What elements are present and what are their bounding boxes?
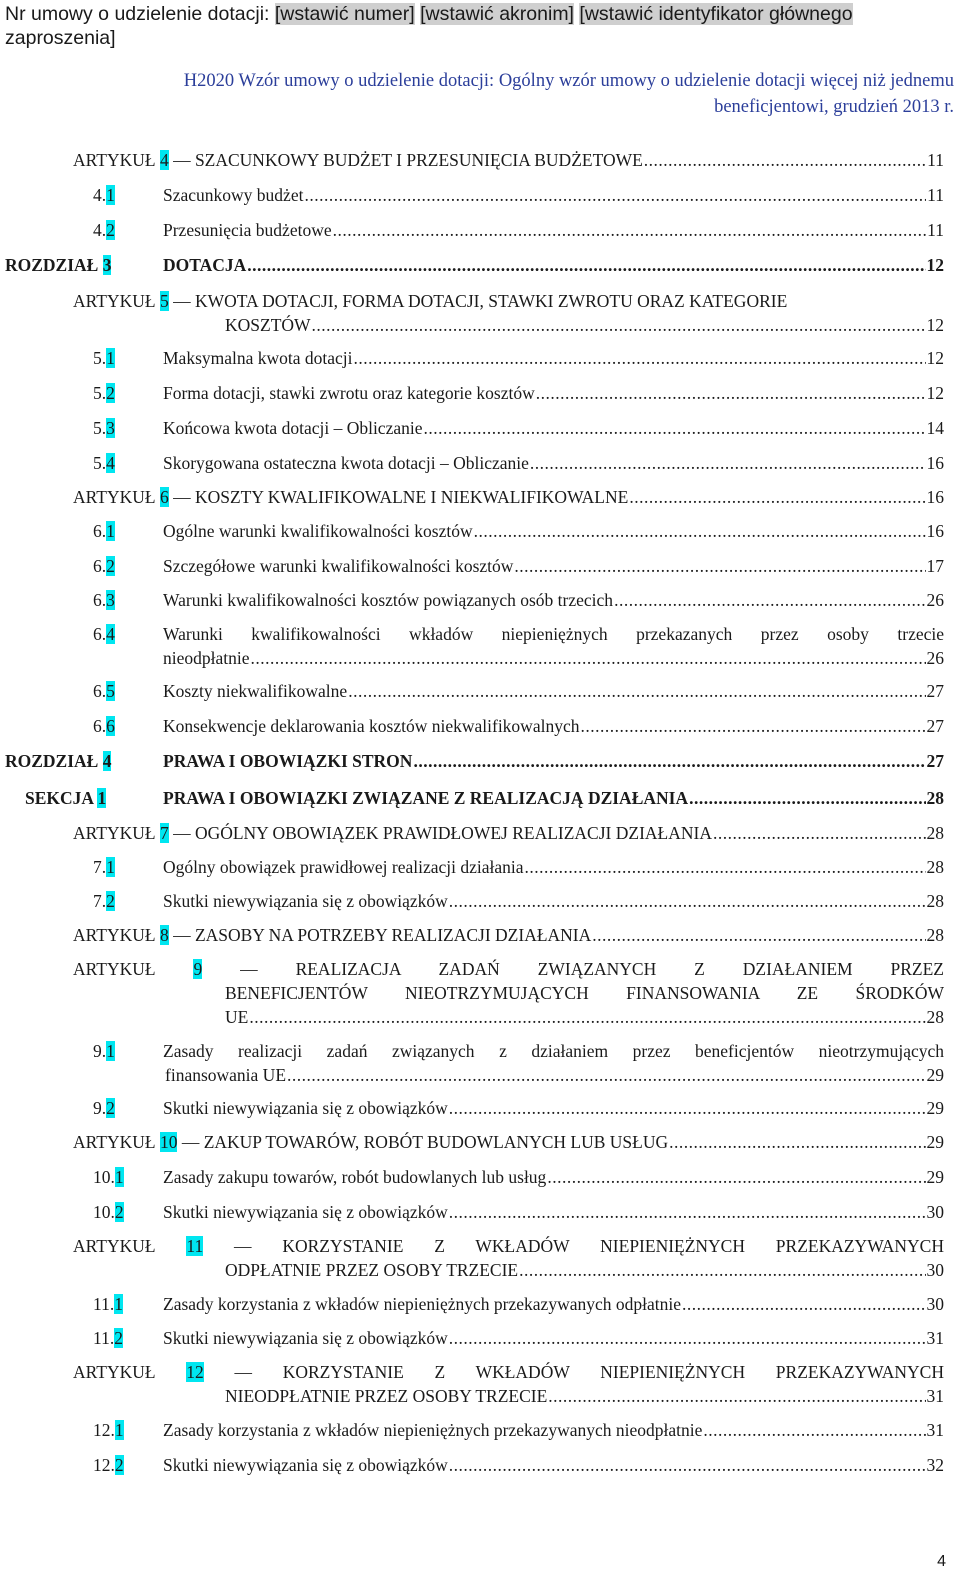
toc-number-main: 12. bbox=[93, 1455, 115, 1475]
toc-leader bbox=[449, 889, 926, 913]
toc-prefix: ARTYKUŁ bbox=[73, 487, 160, 507]
toc-leader bbox=[689, 786, 925, 810]
toc-leader bbox=[713, 821, 926, 845]
subtitle-line2: beneficjentowi, grudzień 2013 r. bbox=[714, 97, 954, 117]
toc-number-main: 9. bbox=[93, 1041, 107, 1061]
toc-title: Szacunkowy budżet bbox=[163, 185, 304, 205]
toc-leader bbox=[251, 646, 926, 670]
toc-number-main: 5. bbox=[93, 348, 107, 368]
toc-leader bbox=[449, 1096, 926, 1120]
toc-number: 9 bbox=[193, 959, 203, 979]
toc-title: Warunki kwalifikowalności kosztów powiązanych osób trzecich bbox=[163, 590, 614, 610]
toc-number-sub: 1 bbox=[106, 521, 115, 541]
toc-leader bbox=[249, 1005, 925, 1029]
toc-number-sub: 2 bbox=[106, 891, 115, 911]
toc-number-sub: 3 bbox=[106, 590, 115, 610]
field-number: [wstawić numer] bbox=[274, 3, 415, 25]
toc-title: Konsekwencje deklarowania kosztów niekwalifikowalnych bbox=[163, 716, 580, 736]
toc-number-main: 11. bbox=[93, 1328, 115, 1348]
toc-leader bbox=[644, 148, 926, 172]
toc-title: Skutki niewywiązania się z obowiązków bbox=[163, 1098, 448, 1118]
toc-page: 26 bbox=[926, 590, 944, 610]
toc-page: 16 bbox=[926, 521, 944, 541]
toc-number-sub: 2 bbox=[114, 1328, 123, 1348]
toc-leader bbox=[474, 519, 926, 543]
toc-page: 28 bbox=[926, 857, 944, 877]
toc-title-continued: KOSZTÓW bbox=[225, 315, 311, 335]
toc-title: Skutki niewywiązania się z obowiązków bbox=[163, 891, 448, 911]
toc-section[interactable] bbox=[25, 786, 944, 810]
subtitle-line1: H2020 Wzór umowy o udzielenie dotacji: Ogólny wzór umowy o udzielenie dotacji więcej niż jednemu bbox=[183, 71, 954, 91]
toc-subentry[interactable] bbox=[93, 1326, 944, 1350]
toc-number: 11 bbox=[186, 1236, 204, 1256]
toc-chapter[interactable] bbox=[5, 253, 944, 277]
toc-subentry[interactable] bbox=[93, 554, 944, 578]
toc-page: 12 bbox=[926, 348, 944, 368]
toc-leader bbox=[247, 253, 925, 277]
toc-subentry[interactable] bbox=[93, 381, 944, 405]
toc-title: Przesunięcia budżetowe bbox=[163, 220, 332, 240]
toc-number-main: 12. bbox=[93, 1420, 115, 1440]
toc-subentry[interactable] bbox=[93, 183, 944, 207]
toc-page: 28 bbox=[926, 925, 944, 945]
toc-article[interactable] bbox=[73, 1234, 944, 1282]
toc-number-sub: 1 bbox=[106, 1041, 115, 1061]
toc-article[interactable] bbox=[73, 1360, 944, 1408]
toc-leader bbox=[536, 381, 926, 405]
toc-leader bbox=[354, 346, 926, 370]
toc-number-main: 6. bbox=[93, 590, 107, 610]
toc-leader bbox=[304, 183, 926, 207]
toc-leader bbox=[424, 416, 926, 440]
toc-prefix: ARTYKUŁ bbox=[73, 150, 160, 170]
toc-title: Końcowa kwota dotacji – Obliczanie bbox=[163, 418, 423, 438]
toc-number-sub: 1 bbox=[106, 857, 115, 877]
toc-number-main: 7. bbox=[93, 891, 107, 911]
toc-number: 3 bbox=[102, 255, 112, 275]
toc-page: 29 bbox=[926, 1098, 944, 1118]
toc-subentry[interactable] bbox=[93, 1453, 944, 1477]
toc-title: Skutki niewywiązania się z obowiązków bbox=[163, 1455, 448, 1475]
toc-number: 8 bbox=[159, 925, 169, 945]
toc-leader bbox=[449, 1326, 926, 1350]
toc-page: 11 bbox=[927, 185, 944, 205]
toc-leader bbox=[629, 485, 925, 509]
toc-number-main: 10. bbox=[93, 1202, 115, 1222]
document-subtitle bbox=[54, 68, 954, 120]
toc-leader bbox=[333, 218, 927, 242]
toc-title: — KORZYSTANIE Z WKŁADÓW NIEPIENIĘŻNYCH PRZEKAZYWANYCH bbox=[203, 1362, 944, 1382]
toc-page: 16 bbox=[926, 487, 944, 507]
toc-number-main: 6. bbox=[93, 716, 107, 736]
toc-number-sub: 2 bbox=[106, 1098, 115, 1118]
header-prefix: Nr umowy o udzielenie dotacji: bbox=[5, 3, 275, 25]
toc-subentry[interactable] bbox=[93, 218, 944, 242]
toc-page: 28 bbox=[926, 891, 944, 911]
toc-prefix: ARTYKUŁ bbox=[73, 823, 160, 843]
toc-leader bbox=[413, 749, 925, 773]
toc-title-continued: NIEODPŁATNIE PRZEZ OSOBY TRZECIE bbox=[225, 1386, 548, 1406]
toc-leader bbox=[312, 313, 926, 337]
toc-page: 12 bbox=[926, 255, 944, 275]
toc-title-continued: BENEFICJENTÓW NIEOTRZYMUJĄCYCH FINANSOWANIA ZE ŚRODKÓW bbox=[225, 983, 944, 1003]
toc-page: 26 bbox=[926, 648, 944, 668]
toc-title: PRAWA I OBOWIĄZKI STRON bbox=[163, 751, 413, 771]
toc-title: — ZASOBY NA POTRZEBY REALIZACJI DZIAŁANIA bbox=[168, 925, 592, 945]
toc-page: 27 bbox=[926, 751, 944, 771]
toc-prefix: ROZDZIAŁ bbox=[5, 255, 103, 275]
toc-page: 12 bbox=[926, 383, 944, 403]
toc-number: 12 bbox=[186, 1362, 204, 1382]
toc-title: Koszty niekwalifikowalne bbox=[163, 681, 348, 701]
toc-subentry[interactable] bbox=[93, 1200, 944, 1224]
toc-article[interactable] bbox=[73, 148, 944, 172]
toc-article[interactable] bbox=[73, 289, 944, 337]
toc-chapter[interactable] bbox=[5, 749, 944, 773]
toc-number-main: 7. bbox=[93, 857, 107, 877]
toc-number-main: 6. bbox=[93, 556, 107, 576]
field-acronym: [wstawić akronim] bbox=[420, 3, 574, 25]
toc-leader bbox=[547, 1165, 925, 1189]
toc-title-continued: UE bbox=[225, 1007, 249, 1027]
toc-page: 14 bbox=[926, 418, 944, 438]
toc-title: Forma dotacji, stawki zwrotu oraz kategorie kosztów bbox=[163, 383, 535, 403]
toc-page: 27 bbox=[926, 716, 944, 736]
toc-title: — ZAKUP TOWARÓW, ROBÓT BUDOWLANYCH LUB USŁUG bbox=[177, 1132, 669, 1152]
toc-number-main: 6. bbox=[93, 624, 107, 644]
toc-title: Zasady korzystania z wkładów niepieniężnych przekazywanych nieodpłatnie bbox=[163, 1420, 703, 1440]
toc-subentry[interactable] bbox=[93, 519, 944, 543]
toc-prefix: ARTYKUŁ bbox=[73, 291, 160, 311]
toc-leader bbox=[682, 1292, 926, 1316]
toc-page: 30 bbox=[926, 1202, 944, 1222]
toc-prefix: ROZDZIAŁ bbox=[5, 751, 103, 771]
toc-leader bbox=[514, 554, 925, 578]
toc-page: 27 bbox=[926, 681, 944, 701]
toc-number-sub: 1 bbox=[114, 1420, 124, 1440]
toc-title-continued: nieodpłatnie bbox=[163, 648, 250, 668]
toc-leader bbox=[703, 1418, 925, 1442]
toc-number-sub: 3 bbox=[106, 418, 115, 438]
toc-subentry[interactable] bbox=[93, 451, 944, 475]
toc-number: 4 bbox=[102, 751, 112, 771]
toc-number: 5 bbox=[159, 291, 169, 311]
toc-page: 30 bbox=[926, 1260, 944, 1280]
toc-subentry[interactable] bbox=[93, 622, 944, 670]
toc-number-main: 5. bbox=[93, 418, 107, 438]
toc-leader bbox=[348, 679, 925, 703]
toc-number-sub: 4 bbox=[106, 624, 115, 644]
toc-subentry[interactable] bbox=[93, 714, 944, 738]
toc-title: Skutki niewywiązania się z obowiązków bbox=[163, 1328, 448, 1348]
toc-subentry[interactable] bbox=[93, 889, 944, 913]
toc-page: 28 bbox=[926, 823, 944, 843]
toc-page: 11 bbox=[927, 150, 944, 170]
toc-leader bbox=[669, 1130, 925, 1154]
toc-page: 11 bbox=[927, 220, 944, 240]
toc-number: 1 bbox=[97, 788, 107, 808]
toc-page: 17 bbox=[926, 556, 944, 576]
toc-number: 4 bbox=[159, 150, 169, 170]
toc-title: — KWOTA DOTACJI, FORMA DOTACJI, STAWKI ZWROTU ORAZ KATEGORIE bbox=[168, 291, 788, 311]
toc-number-sub: 2 bbox=[106, 556, 115, 576]
toc-title: — KORZYSTANIE Z WKŁADÓW NIEPIENIĘŻNYCH PRZEKAZYWANYCH bbox=[203, 1236, 944, 1256]
toc-number-sub: 2 bbox=[114, 1202, 124, 1222]
toc-number-sub: 1 bbox=[114, 1167, 124, 1187]
toc-leader bbox=[525, 855, 926, 879]
toc-subentry[interactable] bbox=[93, 855, 944, 879]
toc-number-sub: 2 bbox=[106, 383, 115, 403]
toc-page: 31 bbox=[926, 1386, 944, 1406]
toc-prefix: ARTYKUŁ bbox=[73, 1236, 187, 1256]
toc-page: 32 bbox=[926, 1455, 944, 1475]
toc-title: Maksymalna kwota dotacji bbox=[163, 348, 353, 368]
toc-number-sub: 6 bbox=[106, 716, 115, 736]
toc-number-sub: 4 bbox=[106, 453, 115, 473]
toc-article[interactable] bbox=[73, 1130, 944, 1154]
toc-page: 30 bbox=[926, 1294, 944, 1314]
toc-title-continued: finansowania UE bbox=[165, 1065, 287, 1085]
toc-article[interactable] bbox=[73, 821, 944, 845]
toc-number-sub: 1 bbox=[106, 348, 115, 368]
toc-number-main: 4. bbox=[93, 185, 107, 205]
page-number: 4 bbox=[937, 1553, 946, 1570]
toc-number-sub: 2 bbox=[114, 1455, 124, 1475]
toc-prefix: ARTYKUŁ bbox=[73, 959, 194, 979]
toc-page: 31 bbox=[926, 1328, 944, 1348]
toc-subentry[interactable] bbox=[93, 1039, 944, 1087]
toc-number-sub: 2 bbox=[106, 220, 115, 240]
toc-title: PRAWA I OBOWIĄZKI ZWIĄZANE Z REALIZACJĄ DZIAŁANIA bbox=[163, 788, 689, 808]
toc-article[interactable] bbox=[73, 957, 944, 1029]
toc-subentry[interactable] bbox=[93, 679, 944, 703]
toc-number-main: 6. bbox=[93, 521, 107, 541]
toc-leader bbox=[548, 1384, 925, 1408]
header-line2: zaproszenia] bbox=[5, 27, 116, 49]
toc-title: Ogólny obowiązek prawidłowej realizacji działania bbox=[163, 857, 524, 877]
toc-title: Skorygowana ostateczna kwota dotacji – Obliczanie bbox=[163, 453, 529, 473]
toc-article[interactable] bbox=[73, 923, 944, 947]
toc-page: 28 bbox=[926, 1007, 944, 1027]
toc-number-sub: 5 bbox=[106, 681, 115, 701]
toc-subentry[interactable] bbox=[93, 1418, 944, 1442]
toc-page: 28 bbox=[926, 788, 944, 808]
toc-title: Warunki kwalifikowalności wkładów niepieniężnych przekazanych przez osoby trzecie bbox=[163, 624, 944, 644]
toc-leader bbox=[519, 1258, 925, 1282]
toc-subentry[interactable] bbox=[93, 346, 944, 370]
toc-prefix: ARTYKUŁ bbox=[73, 925, 160, 945]
toc-number-sub: 1 bbox=[106, 185, 115, 205]
toc-page: 29 bbox=[926, 1167, 944, 1187]
toc-number-main: 5. bbox=[93, 383, 107, 403]
toc-title: — REALIZACJA ZADAŃ ZWIĄZANYCH Z DZIAŁANIEM PRZEZ bbox=[202, 959, 945, 979]
toc-article[interactable] bbox=[73, 485, 944, 509]
toc-title: Zasady realizacji zadań związanych z działaniem przez beneficjentów nieotrzymujących bbox=[163, 1041, 944, 1061]
toc-number-main: 11. bbox=[93, 1294, 115, 1314]
toc-subentry[interactable] bbox=[93, 416, 944, 440]
toc-page: 29 bbox=[926, 1065, 944, 1085]
toc-prefix: ARTYKUŁ bbox=[73, 1132, 160, 1152]
toc-number: 10 bbox=[159, 1132, 178, 1152]
toc-number-main: 6. bbox=[93, 681, 107, 701]
toc-subentry[interactable] bbox=[93, 1165, 944, 1189]
toc-subentry[interactable] bbox=[93, 588, 944, 612]
toc-leader bbox=[449, 1200, 926, 1224]
toc-leader bbox=[287, 1063, 925, 1087]
toc-leader bbox=[580, 714, 925, 738]
toc-title: Ogólne warunki kwalifikowalności kosztów bbox=[163, 521, 473, 541]
toc-number-main: 10. bbox=[93, 1167, 115, 1187]
toc-title: Zasady korzystania z wkładów niepieniężnych przekazywanych odpłatnie bbox=[163, 1294, 681, 1314]
toc-number-main: 5. bbox=[93, 453, 107, 473]
toc-title-continued: ODPŁATNIE PRZEZ OSOBY TRZECIE bbox=[225, 1260, 519, 1280]
toc-subentry[interactable] bbox=[93, 1292, 944, 1316]
toc-number-sub: 1 bbox=[114, 1294, 123, 1314]
toc-title: — KOSZTY KWALIFIKOWALNE I NIEKWALIFIKOWALNE bbox=[168, 487, 629, 507]
toc-number: 6 bbox=[159, 487, 169, 507]
toc-leader bbox=[530, 451, 926, 475]
toc-title: Skutki niewywiązania się z obowiązków bbox=[163, 1202, 448, 1222]
toc-title: Szczegółowe warunki kwalifikowalności kosztów bbox=[163, 556, 514, 576]
toc-page: 16 bbox=[926, 453, 944, 473]
toc-page: 31 bbox=[926, 1420, 944, 1440]
toc-leader bbox=[449, 1453, 926, 1477]
toc-title: Zasady zakupu towarów, robót budowlanych lub usług bbox=[163, 1167, 547, 1187]
toc-number-main: 4. bbox=[93, 220, 107, 240]
field-identifier: [wstawić identyfikator głównego bbox=[579, 3, 853, 25]
toc-page: 12 bbox=[926, 315, 944, 335]
toc-title: — SZACUNKOWY BUDŻET I PRZESUNIĘCIA BUDŻETOWE bbox=[168, 150, 643, 170]
toc-leader bbox=[592, 923, 925, 947]
toc-prefix: ARTYKUŁ bbox=[73, 1362, 187, 1382]
toc-title: DOTACJA bbox=[163, 255, 247, 275]
page-header bbox=[5, 2, 955, 50]
toc-prefix: SEKCJA bbox=[25, 788, 98, 808]
toc-leader bbox=[614, 588, 925, 612]
toc-subentry[interactable] bbox=[93, 1096, 944, 1120]
toc-title: — OGÓLNY OBOWIĄZEK PRAWIDŁOWEJ REALIZACJI DZIAŁANIA bbox=[168, 823, 712, 843]
toc-number: 7 bbox=[159, 823, 169, 843]
toc-page: 29 bbox=[926, 1132, 944, 1152]
toc-number-main: 9. bbox=[93, 1098, 107, 1118]
